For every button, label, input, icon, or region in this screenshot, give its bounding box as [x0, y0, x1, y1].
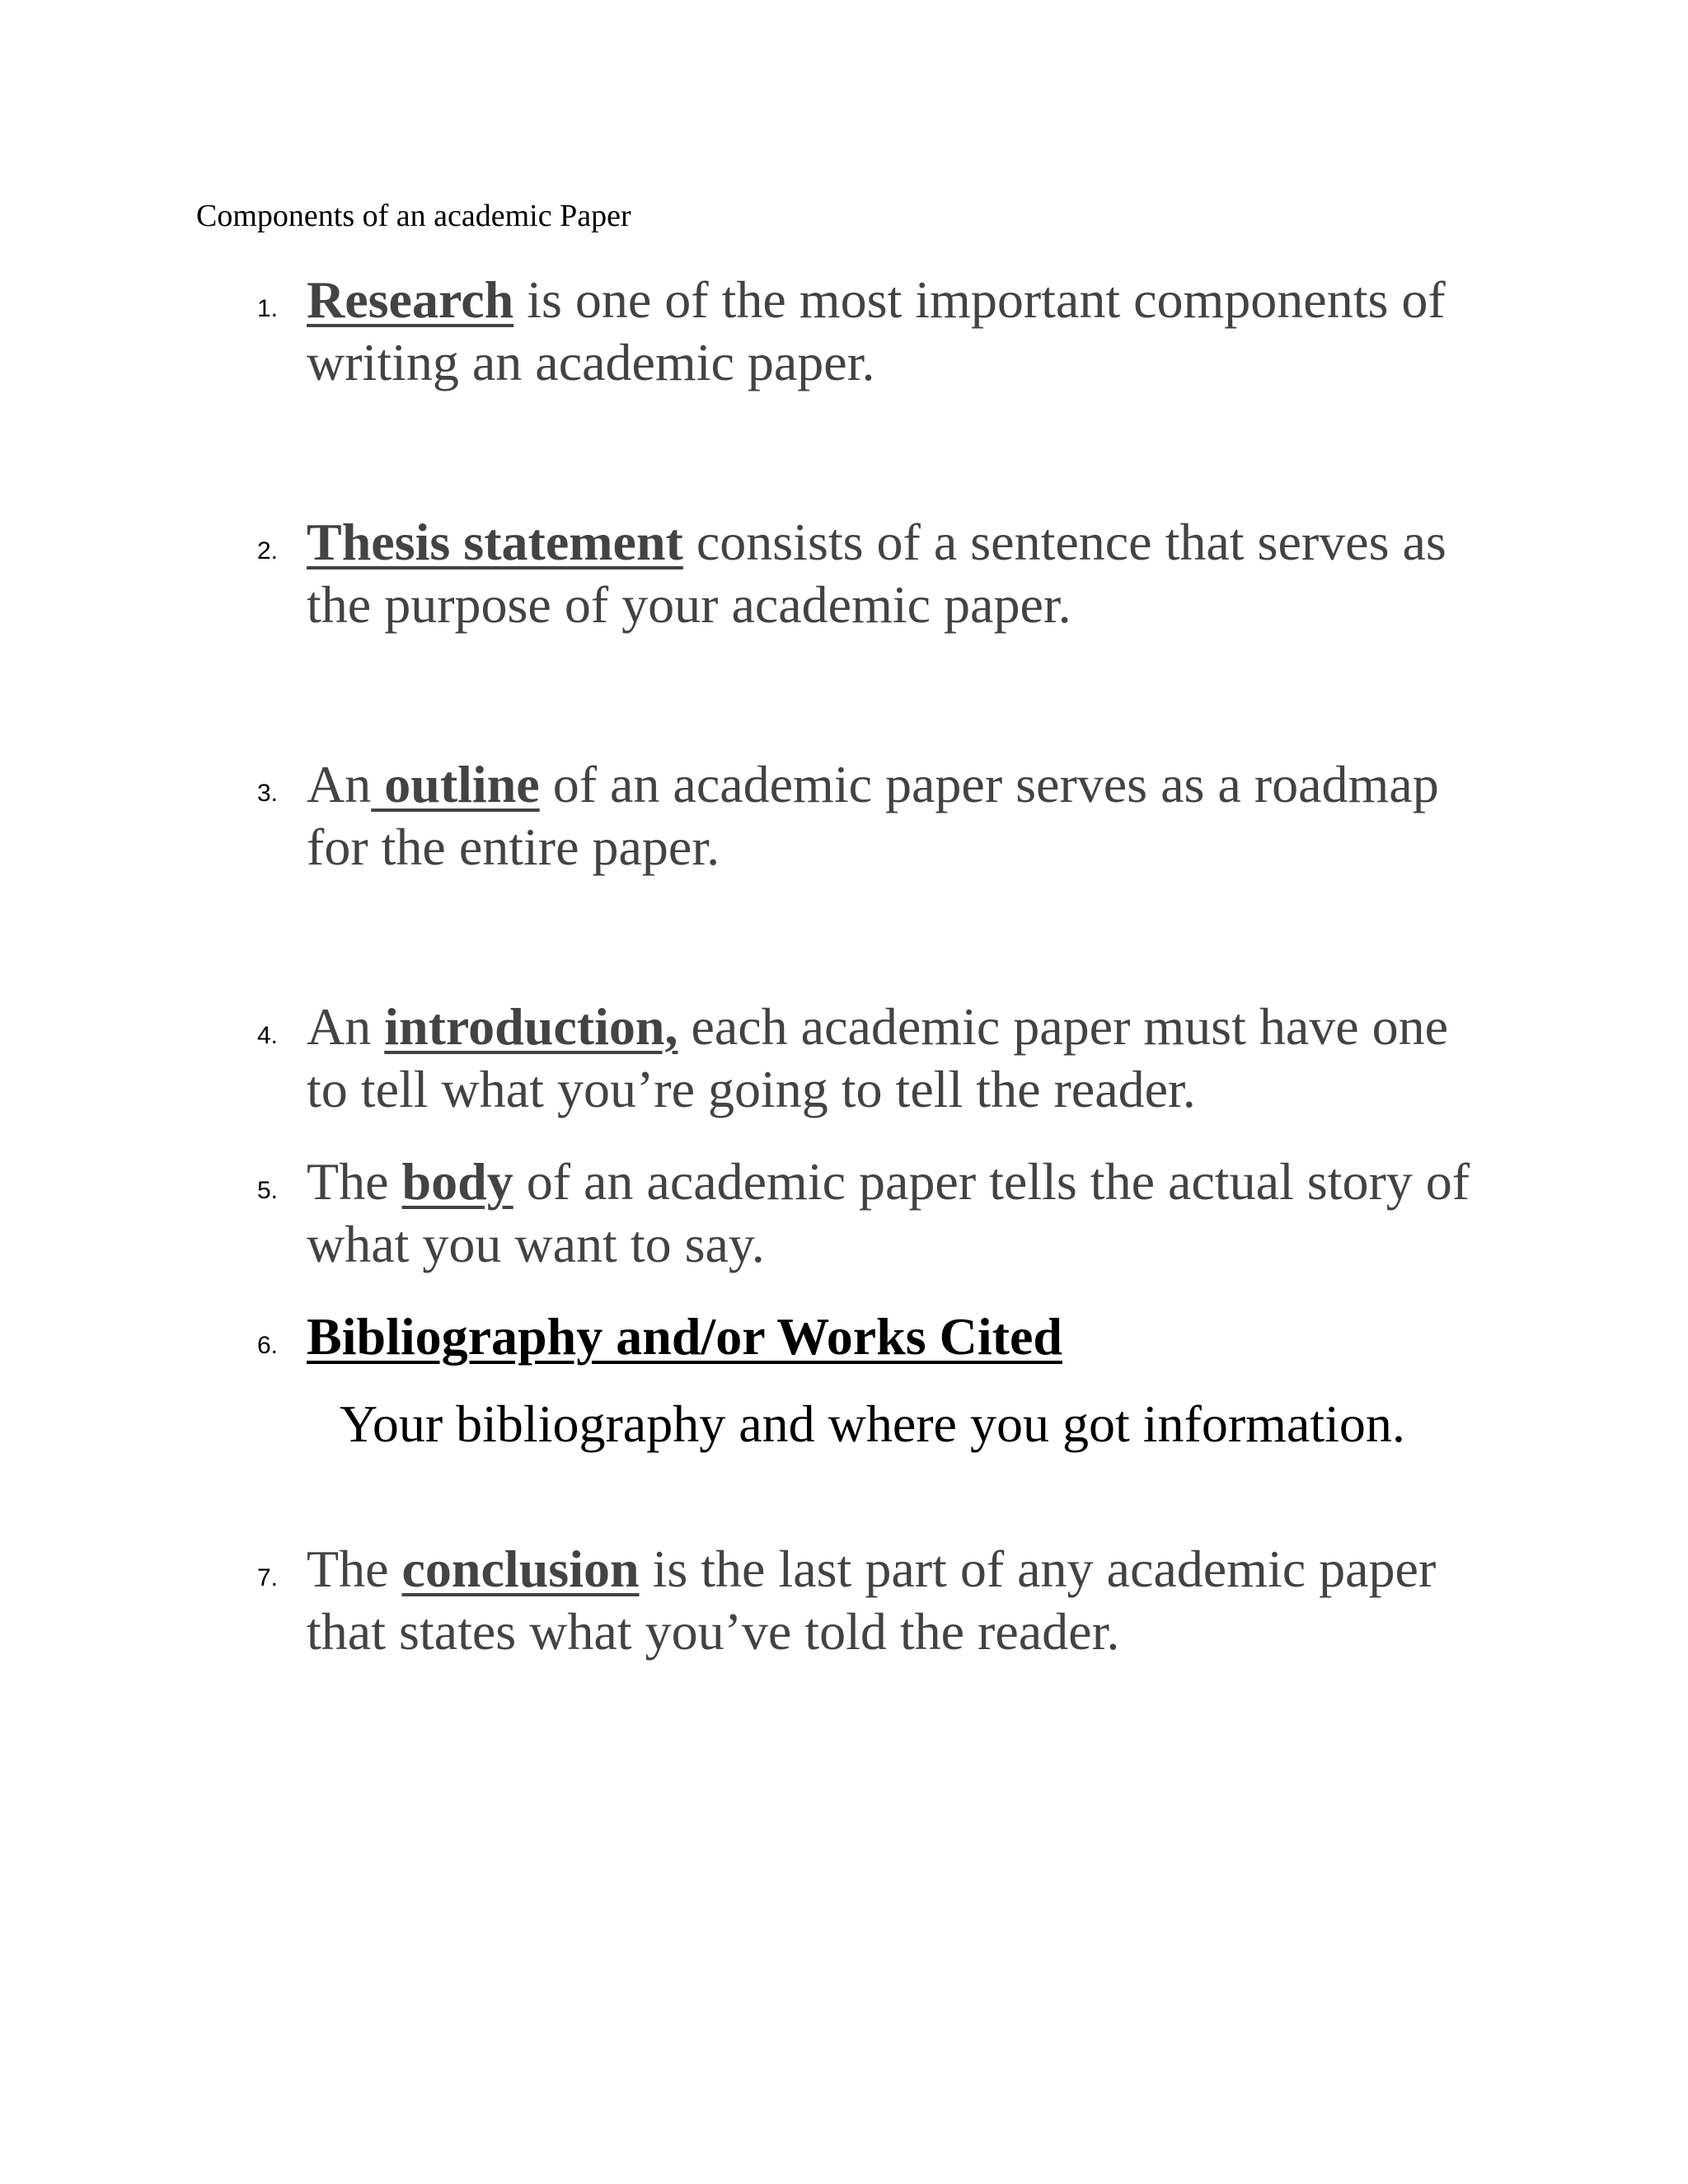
item-prefix: The — [307, 1152, 402, 1211]
keyword-outline: outline — [371, 755, 540, 813]
list-number: 1. — [257, 295, 279, 322]
list-text — [307, 996, 1477, 1121]
list-number: 3. — [257, 780, 279, 807]
keyword-thesis-statement: Thesis statement — [307, 513, 683, 571]
item-description: of an academic paper serves as a roadmap for the entire paper. — [307, 755, 1439, 876]
list-number: 4. — [257, 1022, 279, 1049]
item-prefix: The — [307, 1540, 402, 1598]
bibliography-description: Your bibliography and where you got information. — [340, 1394, 1405, 1453]
list-number: 6. — [257, 1332, 279, 1359]
list-text — [307, 511, 1477, 636]
item-prefix: An — [307, 997, 385, 1056]
list-text — [307, 1151, 1477, 1276]
keyword-body: body — [401, 1152, 513, 1211]
list-number: 5. — [257, 1177, 279, 1204]
keyword-introduction: introduction, — [384, 997, 678, 1056]
keyword-research: Research — [307, 270, 514, 329]
item-prefix: An — [307, 755, 372, 813]
list-text — [307, 753, 1477, 879]
list-text — [307, 1538, 1477, 1663]
keyword-conclusion: conclusion — [401, 1540, 640, 1598]
item-description: each academic paper must have one to tell what you’re going to tell the reader. — [307, 997, 1449, 1118]
list-text — [307, 269, 1477, 394]
item-description: is the last part of any academic paper that states what you’ve told the reader. — [307, 1540, 1437, 1661]
item-description: is one of the most important components of writing an academic paper. — [307, 270, 1446, 391]
keyword-bibliography: Bibliography and/or Works Cited — [307, 1307, 1062, 1366]
list-number: 7. — [257, 1564, 279, 1591]
list-text — [307, 1305, 1477, 1368]
list-number: 2. — [257, 537, 279, 565]
document-title: Components of an academic Paper — [196, 199, 631, 233]
item-description: consists of a sentence that serves as the purpose of your academic paper. — [307, 513, 1447, 634]
item-description: of an academic paper tells the actual story of what you want to say. — [307, 1152, 1470, 1273]
